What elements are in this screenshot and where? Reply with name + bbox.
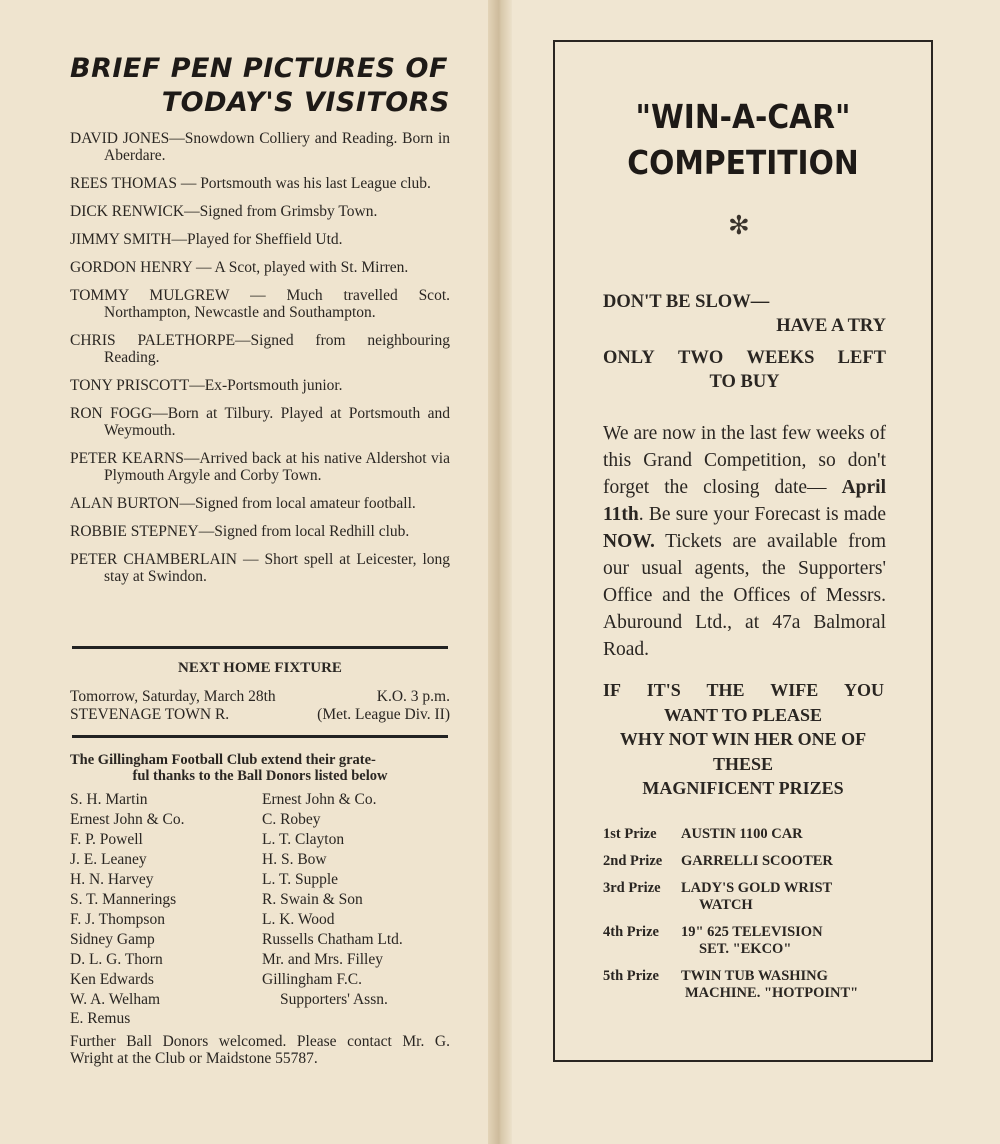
wife-line-5: MAGNIFICENT PRIZES: [642, 778, 844, 798]
prize-name: TWIN TUB WASHING: [681, 968, 828, 984]
next-fixture-title: NEXT HOME FIXTURE: [178, 660, 342, 676]
donor-name: L. T. Supple: [262, 871, 339, 888]
visitor-entry: GORDON HENRY — A Scot, played with St. Mirren.: [70, 259, 409, 276]
pen-pictures-heading: [70, 52, 450, 120]
fixture-league: (Met. League Div. II): [317, 706, 450, 723]
donor-name: Mr. and Mrs. Filley: [262, 951, 383, 968]
donors-column-1: [70, 790, 260, 1010]
asterism-ornament-icon: ✻: [728, 211, 750, 241]
wife-word: YOU: [844, 680, 884, 700]
para-text: We are now in the last few weeks of this Grand Competition, so don't forget the closing date—: [603, 423, 886, 498]
visitor-entry: PETER KEARNS—Arrived back at his native Aldershot via Plymouth Argyle and Corby Town.: [70, 450, 450, 484]
further-donors-note: Further Ball Donors welcomed. Please contact Mr. G. Wright at the Club or Maidstone 55787.: [70, 1033, 450, 1067]
donor-name: F. J. Thompson: [70, 911, 165, 928]
prizes-list: [603, 826, 893, 1012]
donor-name: Ken Edwards: [70, 971, 154, 988]
visitor-entry: RON FOGG—Born at Tilbury. Played at Portsmouth and Weymouth.: [70, 405, 450, 439]
donor-name: J. E. Leaney: [70, 851, 147, 868]
next-fixture-details: [70, 688, 450, 724]
donor-name: F. P. Powell: [70, 831, 143, 848]
weeks-word: WEEKS: [746, 348, 815, 368]
wife-word: WIFE: [770, 680, 819, 700]
donor-name: Gillingham F.C.: [262, 971, 362, 988]
visitor-entry: TONY PRISCOTT—Ex-Portsmouth junior.: [70, 377, 343, 394]
donor-name: R. Swain & Son: [262, 891, 363, 908]
prize-row: [603, 968, 893, 1002]
donor-name: H. S. Bow: [262, 851, 327, 868]
thanks-line-1: The Gillingham Football Club extend their grate-: [70, 752, 376, 768]
visitor-entry: JIMMY SMITH—Played for Sheffield Utd.: [70, 231, 343, 248]
book-gutter: [488, 0, 512, 1144]
prize-name: GARRELLI SCOOTER: [681, 853, 833, 869]
wife-word: IT'S: [646, 680, 681, 700]
prizes-intro: [590, 678, 896, 801]
now-emphasis: NOW.: [603, 531, 655, 552]
competition-paragraph: [603, 420, 886, 663]
visitor-entry: ALAN BURTON—Signed from local amateur football.: [70, 495, 416, 512]
weeks-word: TWO: [678, 348, 724, 368]
section-divider: [72, 735, 448, 738]
fixture-date: Tomorrow, Saturday, March 28th: [70, 688, 276, 705]
donor-name: Ernest John & Co.: [70, 811, 185, 828]
competition-title: [572, 94, 914, 186]
thanks-line-2: ful thanks to the Ball Donors listed below: [132, 768, 388, 784]
fixture-kickoff: K.O. 3 p.m.: [376, 688, 450, 705]
title-line-1: "WIN-A-CAR": [635, 97, 851, 136]
weeks-left-line: [603, 348, 886, 369]
prize-name-cont: SET. "EKCO": [699, 941, 792, 957]
title-line-2: COMPETITION: [627, 143, 859, 182]
closing-date: April 11th: [603, 477, 886, 525]
visitor-entry: TOMMY MULGREW — Much travelled Scot. Northampton, Newcastle and Southampton.: [70, 287, 450, 321]
weeks-word: ONLY: [603, 348, 655, 368]
donor-name: W. A. Welham: [70, 991, 161, 1008]
visitors-list: [70, 130, 450, 596]
donor-name: Ernest John & Co.: [262, 791, 377, 808]
donor-name: D. L. G. Thorn: [70, 951, 163, 968]
weeks-word: LEFT: [837, 348, 886, 368]
prize-name: 19" 625 TELEVISION: [681, 924, 823, 940]
prize-name: AUSTIN 1100 CAR: [681, 826, 803, 842]
ball-donors-thanks: [70, 752, 450, 784]
slogan-line-1: DON'T BE SLOW—: [603, 292, 770, 312]
visitor-entry: REES THOMAS — Portsmouth was his last League club.: [70, 175, 431, 192]
wife-line-1: [590, 678, 896, 703]
prize-rank: 1st Prize: [603, 826, 657, 842]
donor-name: Russells Chatham Ltd.: [262, 931, 403, 948]
wife-line-2: WANT TO PLEASE: [663, 704, 823, 725]
slogan-line-2: HAVE A TRY: [776, 316, 886, 336]
wife-word: IF: [603, 680, 621, 700]
donor-name: L. K. Wood: [262, 911, 335, 928]
donor-name: Supporters' Assn.: [280, 991, 388, 1008]
prize-row: [603, 924, 893, 958]
para-text: . Be sure your Forecast is made: [638, 504, 886, 525]
visitor-entry: CHRIS PALETHORPE—Signed from neighbouring Reading.: [70, 332, 450, 366]
prize-row: [603, 826, 893, 843]
donor-name: S. T. Mannerings: [70, 891, 177, 908]
heading-line-2: TODAY'S VISITORS: [161, 87, 450, 118]
visitor-entry: PETER CHAMBERLAIN — Short spell at Leicester, long stay at Swindon.: [70, 551, 450, 585]
prize-rank: 5th Prize: [603, 968, 659, 984]
donor-name: Sidney Gamp: [70, 931, 155, 948]
to-buy-line: TO BUY: [709, 372, 780, 392]
prize-name-cont: WATCH: [699, 897, 753, 913]
visitor-entry: DICK RENWICK—Signed from Grimsby Town.: [70, 203, 378, 220]
visitor-entry: DAVID JONES—Snowdown Colliery and Reading. Born in Aberdare.: [70, 130, 450, 164]
fixture-opponent: STEVENAGE TOWN R.: [70, 706, 230, 723]
donor-name: H. N. Harvey: [70, 871, 154, 888]
donor-name: E. Remus: [70, 1010, 131, 1027]
section-divider: [72, 646, 448, 649]
donors-column-2: [262, 790, 452, 1010]
wife-line-3: WHY NOT WIN HER ONE OF: [619, 729, 867, 749]
visitor-entry: ROBBIE STEPNEY—Signed from local Redhill club.: [70, 523, 410, 540]
donor-name: S. H. Martin: [70, 791, 148, 808]
wife-line-4: THESE: [712, 753, 774, 774]
prize-rank: 2nd Prize: [603, 853, 663, 869]
donor-name: C. Robey: [262, 811, 321, 828]
donor-name: L. T. Clayton: [262, 831, 345, 848]
prize-name: LADY'S GOLD WRIST: [681, 880, 833, 896]
prize-rank: 3rd Prize: [603, 880, 661, 896]
wife-word: THE: [706, 680, 745, 700]
prize-name-cont: MACHINE. "HOTPOINT": [685, 985, 859, 1001]
prize-row: [603, 880, 893, 914]
para-text: Tickets are available from our usual agents, the Supporters' Office and the Offices of Messrs. Aburound Ltd., at 47a Balmoral Road.: [603, 531, 886, 660]
prize-row: [603, 853, 893, 870]
prize-rank: 4th Prize: [603, 924, 659, 940]
heading-line-1: BRIEF PEN PICTURES OF: [70, 53, 448, 84]
